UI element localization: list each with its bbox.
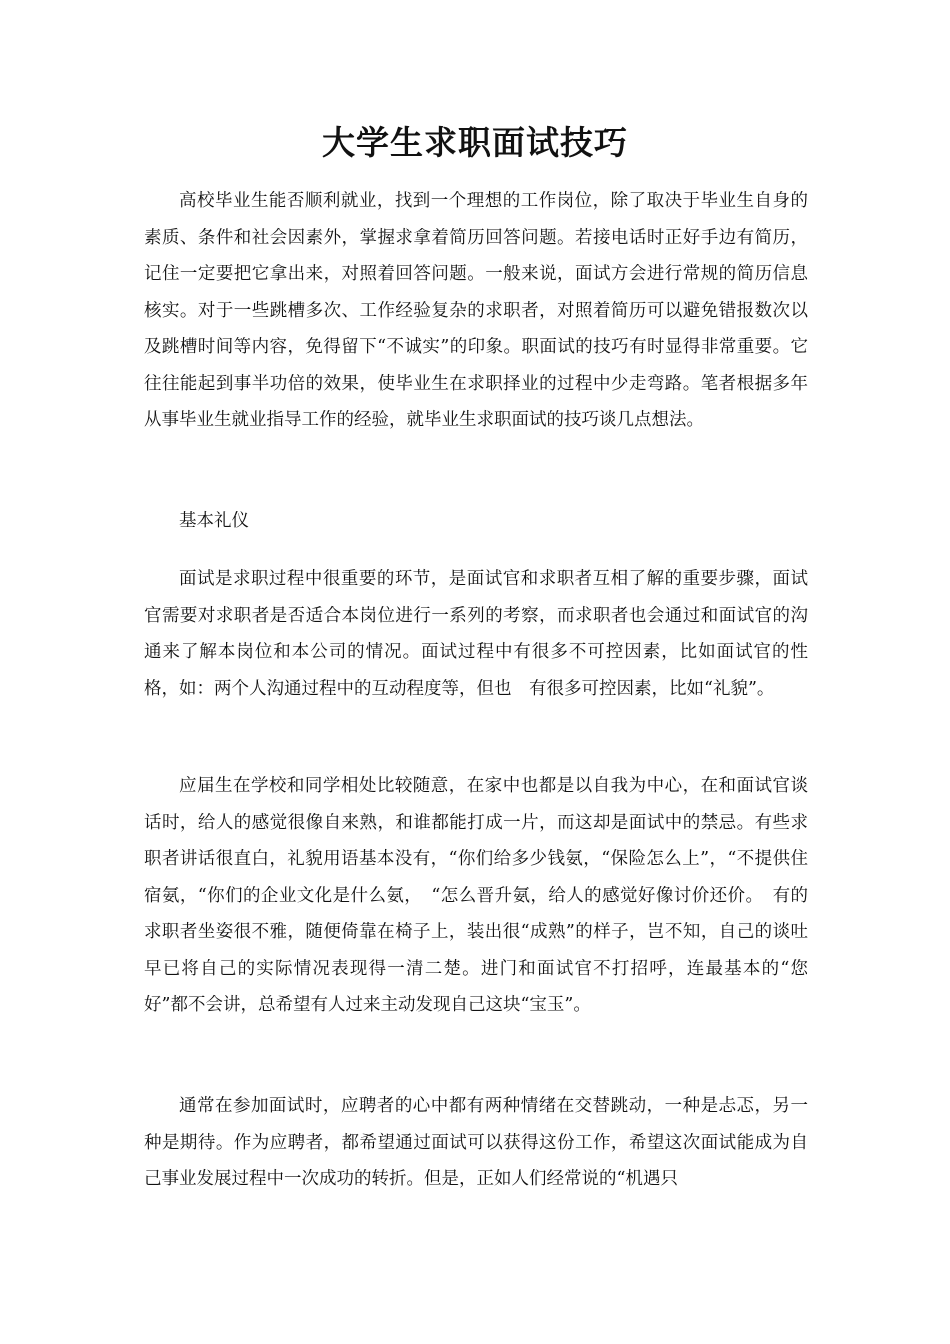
document-title: 大学生求职面试技巧 — [322, 123, 628, 162]
body-paragraph: 通常在参加面试时，应聘者的心中都有两种情绪在交替跳动，一种是忐忑，另一种是期待。作为应聘者，都希望通过面试可以获得这份工作，希望这次面试能成为自己事业发展过程中一次成功的转折。但是，正如人们经常说的“机遇只 — [144, 1096, 808, 1189]
body-paragraph: 面试是求职过程中很重要的环节，是面试官和求职者互相了解的重要步骤，面试官需要对求职者是否适合本岗位进行一系列的考察，而求职者也会通过和面试官的沟通来了解本岗位和本公司的情况。面试过程中有很多不可控因素，比如面试官的性格，如：两个人沟通过程中的互动程度等，但也 有很多可控因素，比如“礼貌”。 — [144, 569, 808, 699]
body-paragraph: 应届生在学校和同学相处比较随意，在家中也都是以自我为中心，在和面试官谈话时，给人的感觉很像自来熟，和谁都能打成一片，而这却是面试中的禁忌。有些求职者讲话很直白，礼貌用语基本没有，“你们给多少钱氨，“保险怎么上”，“不提供住宿氨，“你们的企业文化是什么氨， “怎么晋升氨，给人的感觉好像讨价还价。 有的求职者坐姿很不雅，随便倚靠在椅子上，装出很“成熟”的样子，岂不知，自己的谈吐早已将自己的实际情况表现得一清二楚。进门和面试官不打招呼，连最基本的“您好”都不会讲，总希望有人过来主动发现自己这块“宝玉”。 — [144, 776, 808, 1015]
intro-paragraph: 高校毕业生能否顺利就业，找到一个理想的工作岗位，除了取决于毕业生自身的素质、条件和社会因素外，掌握求拿着简历回答问题。若接电话时正好手边有简历，记住一定要把它拿出来，对照着回答问题。一般来说，面试方会进行常规的简历信息核实。对于一些跳槽多次、工作经验复杂的求职者，对照着简历可以避免错报数次以及跳槽时间等内容，免得留下“不诚实”的印象。职面试的技巧有时显得非常重要。它往往能起到事半功倍的效果，使毕业生在求职择业的过程中少走弯路。笔者根据多年从事毕业生就业指导工作的经验，就毕业生求职面试的技巧谈几点想法。 — [144, 191, 808, 430]
section-heading-basic-etiquette: 基本礼仪 — [179, 511, 249, 531]
